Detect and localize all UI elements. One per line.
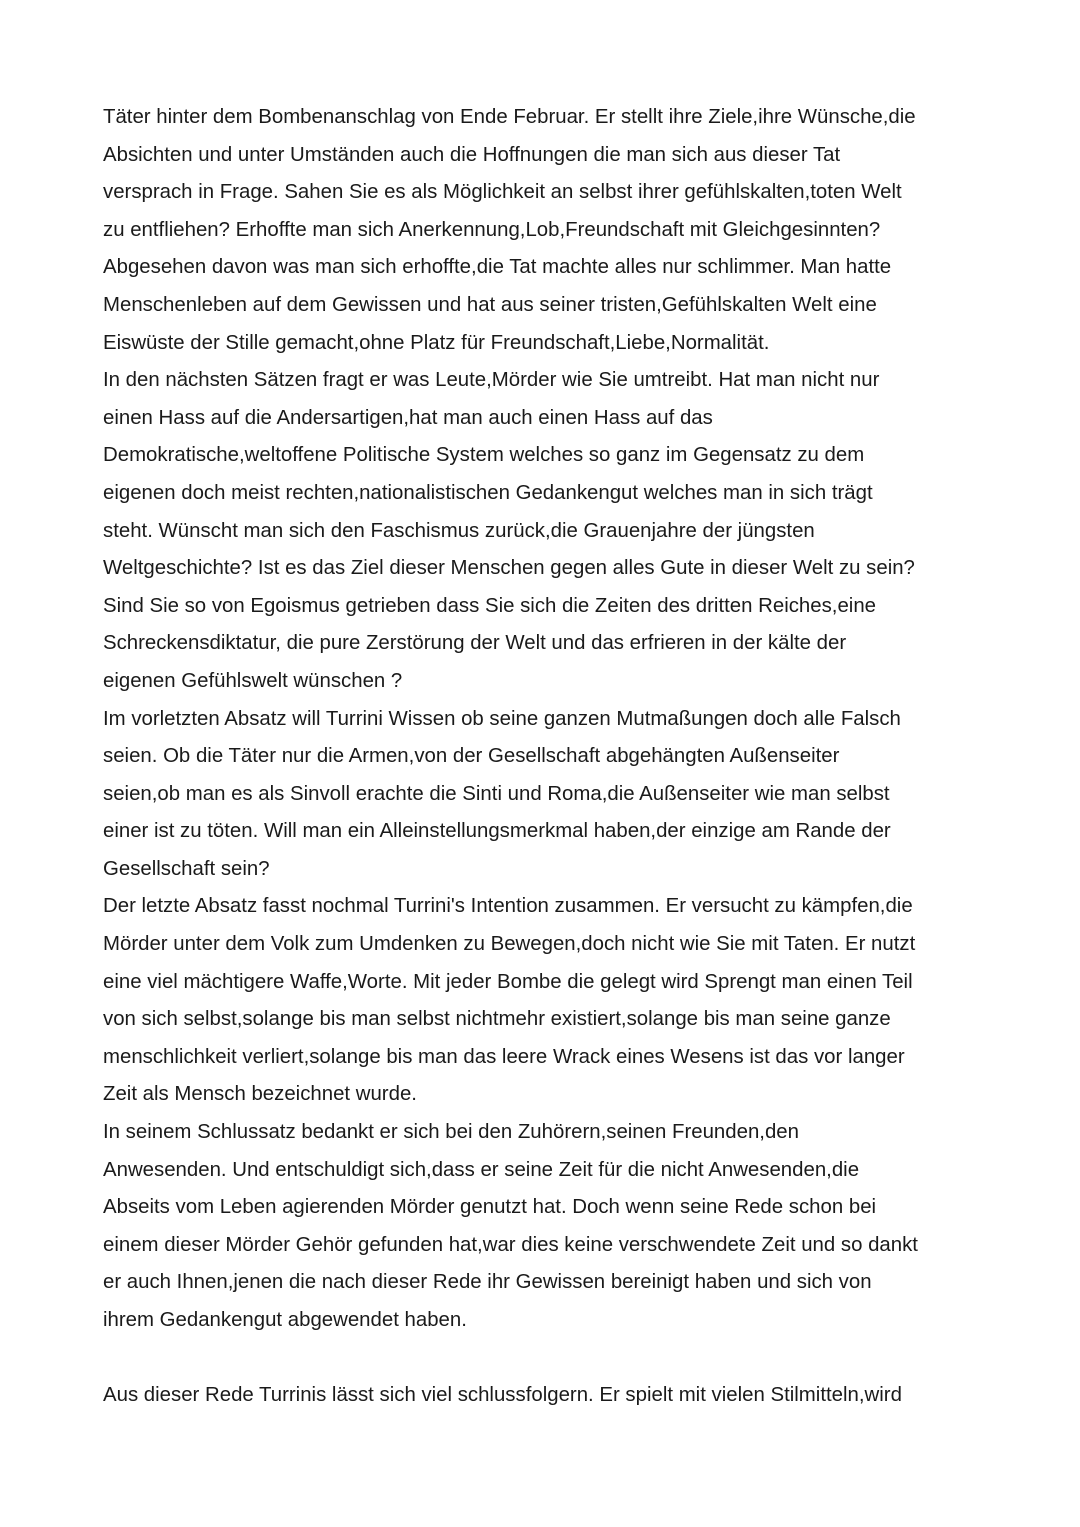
text-line: Anwesenden. Und entschuldigt sich,dass er seine Zeit für die nicht Anwesenden,die: [103, 1158, 860, 1181]
text-line: Täter hinter dem Bombenanschlag von Ende Februar. Er stellt ihre Ziele,ihre Wünsche,die: [103, 106, 916, 128]
text-line: Demokratische,weltoffene Politische System welches so ganz im Gegensatz zu dem: [103, 444, 865, 467]
text-line: In den nächsten Sätzen fragt er was Leute,Mörder wie Sie umtreibt. Hat man nicht nur: [103, 369, 880, 392]
text-line: einen Hass auf die Andersartigen,hat man auch einen Hass auf das: [103, 406, 713, 429]
text-line: Eiswüste der Stille gemacht,ohne Platz für Freundschaft,Liebe,Normalität.: [103, 331, 770, 354]
body-text: [103, 99, 983, 1415]
text-line: versprach in Frage. Sahen Sie es als Möglichkeit an selbst ihrer gefühlskalten,toten Welt: [103, 181, 902, 204]
paragraph-gap: [103, 1340, 983, 1378]
text-line: Aus dieser Rede Turrinis lässt sich viel schlussfolgern. Er spielt mit vielen Stilmitteln,wird: [103, 1384, 902, 1407]
text-line: Gesellschaft sein?: [103, 857, 270, 880]
text-line: Zeit als Mensch bezeichnet wurde.: [103, 1083, 417, 1106]
text-line: eigenen Gefühlswelt wünschen ?: [103, 669, 403, 692]
text-line: Abseits vom Leben agierenden Mörder genutzt hat. Doch wenn seine Rede schon bei: [103, 1196, 877, 1219]
text-line: Der letzte Absatz fasst nochmal Turrini's Intention zusammen. Er versucht zu kämpfen,die: [103, 895, 913, 918]
text-line: seien. Ob die Täter nur die Armen,von der Gesellschaft abgehängten Außenseiter: [103, 745, 840, 768]
text-line: Sind Sie so von Egoismus getrieben dass Sie sich die Zeiten des dritten Reiches,eine: [103, 594, 877, 617]
text-line: er auch Ihnen,jenen die nach dieser Rede ihr Gewissen bereinigt haben und sich von: [103, 1271, 872, 1294]
text-line: eigenen doch meist rechten,nationalistischen Gedankengut welches man in sich trägt: [103, 481, 873, 504]
text-line: Abgesehen davon was man sich erhoffte,die Tat machte alles nur schlimmer. Man hatte: [103, 256, 892, 279]
text-line: von sich selbst,solange bis man selbst nichtmehr existiert,solange bis man seine ganze: [103, 1008, 891, 1031]
text-line: Menschenleben auf dem Gewissen und hat aus seiner tristen,Gefühlskalten Welt eine: [103, 293, 877, 316]
text-line: Absichten und unter Umständen auch die Hoffnungen die man sich aus dieser Tat: [103, 143, 841, 166]
text-line: zu entfliehen? Erhoffte man sich Anerkennung,Lob,Freundschaft mit Gleichgesinnten?: [103, 218, 881, 241]
text-line: steht. Wünscht man sich den Faschismus zurück,die Grauenjahre der jüngsten: [103, 519, 815, 542]
text-line: Im vorletzten Absatz will Turrini Wissen ob seine ganzen Mutmaßungen doch alle Falsch: [103, 707, 901, 730]
text-line: Schreckensdiktatur, die pure Zerstörung der Welt und das erfrieren in der kälte der: [103, 632, 847, 655]
text-line: einer ist zu töten. Will man ein Alleinstellungsmerkmal haben,der einzige am Rande der: [103, 820, 891, 843]
text-line: Weltgeschichte? Ist es das Ziel dieser Menschen gegen alles Gute in dieser Welt zu sein?: [103, 557, 915, 580]
text-line: menschlichkeit verliert,solange bis man das leere Wrack eines Wesens ist das vor langer: [103, 1045, 905, 1068]
text-line: einem dieser Mörder Gehör gefunden hat,war dies keine verschwendete Zeit und so dankt: [103, 1233, 918, 1256]
text-line: seien,ob man es als Sinvoll erachte die Sinti und Roma,die Außenseiter wie man selbst: [103, 782, 890, 805]
text-line: eine viel mächtigere Waffe,Worte. Mit jeder Bombe die gelegt wird Sprengt man einen Teil: [103, 970, 913, 993]
text-line: In seinem Schlussatz bedankt er sich bei den Zuhörern,seinen Freunden,den: [103, 1121, 799, 1144]
text-line: Mörder unter dem Volk zum Umdenken zu Bewegen,doch nicht wie Sie mit Taten. Er nutzt: [103, 933, 916, 956]
text-line: ihrem Gedankengut abgewendet haben.: [103, 1309, 467, 1331]
